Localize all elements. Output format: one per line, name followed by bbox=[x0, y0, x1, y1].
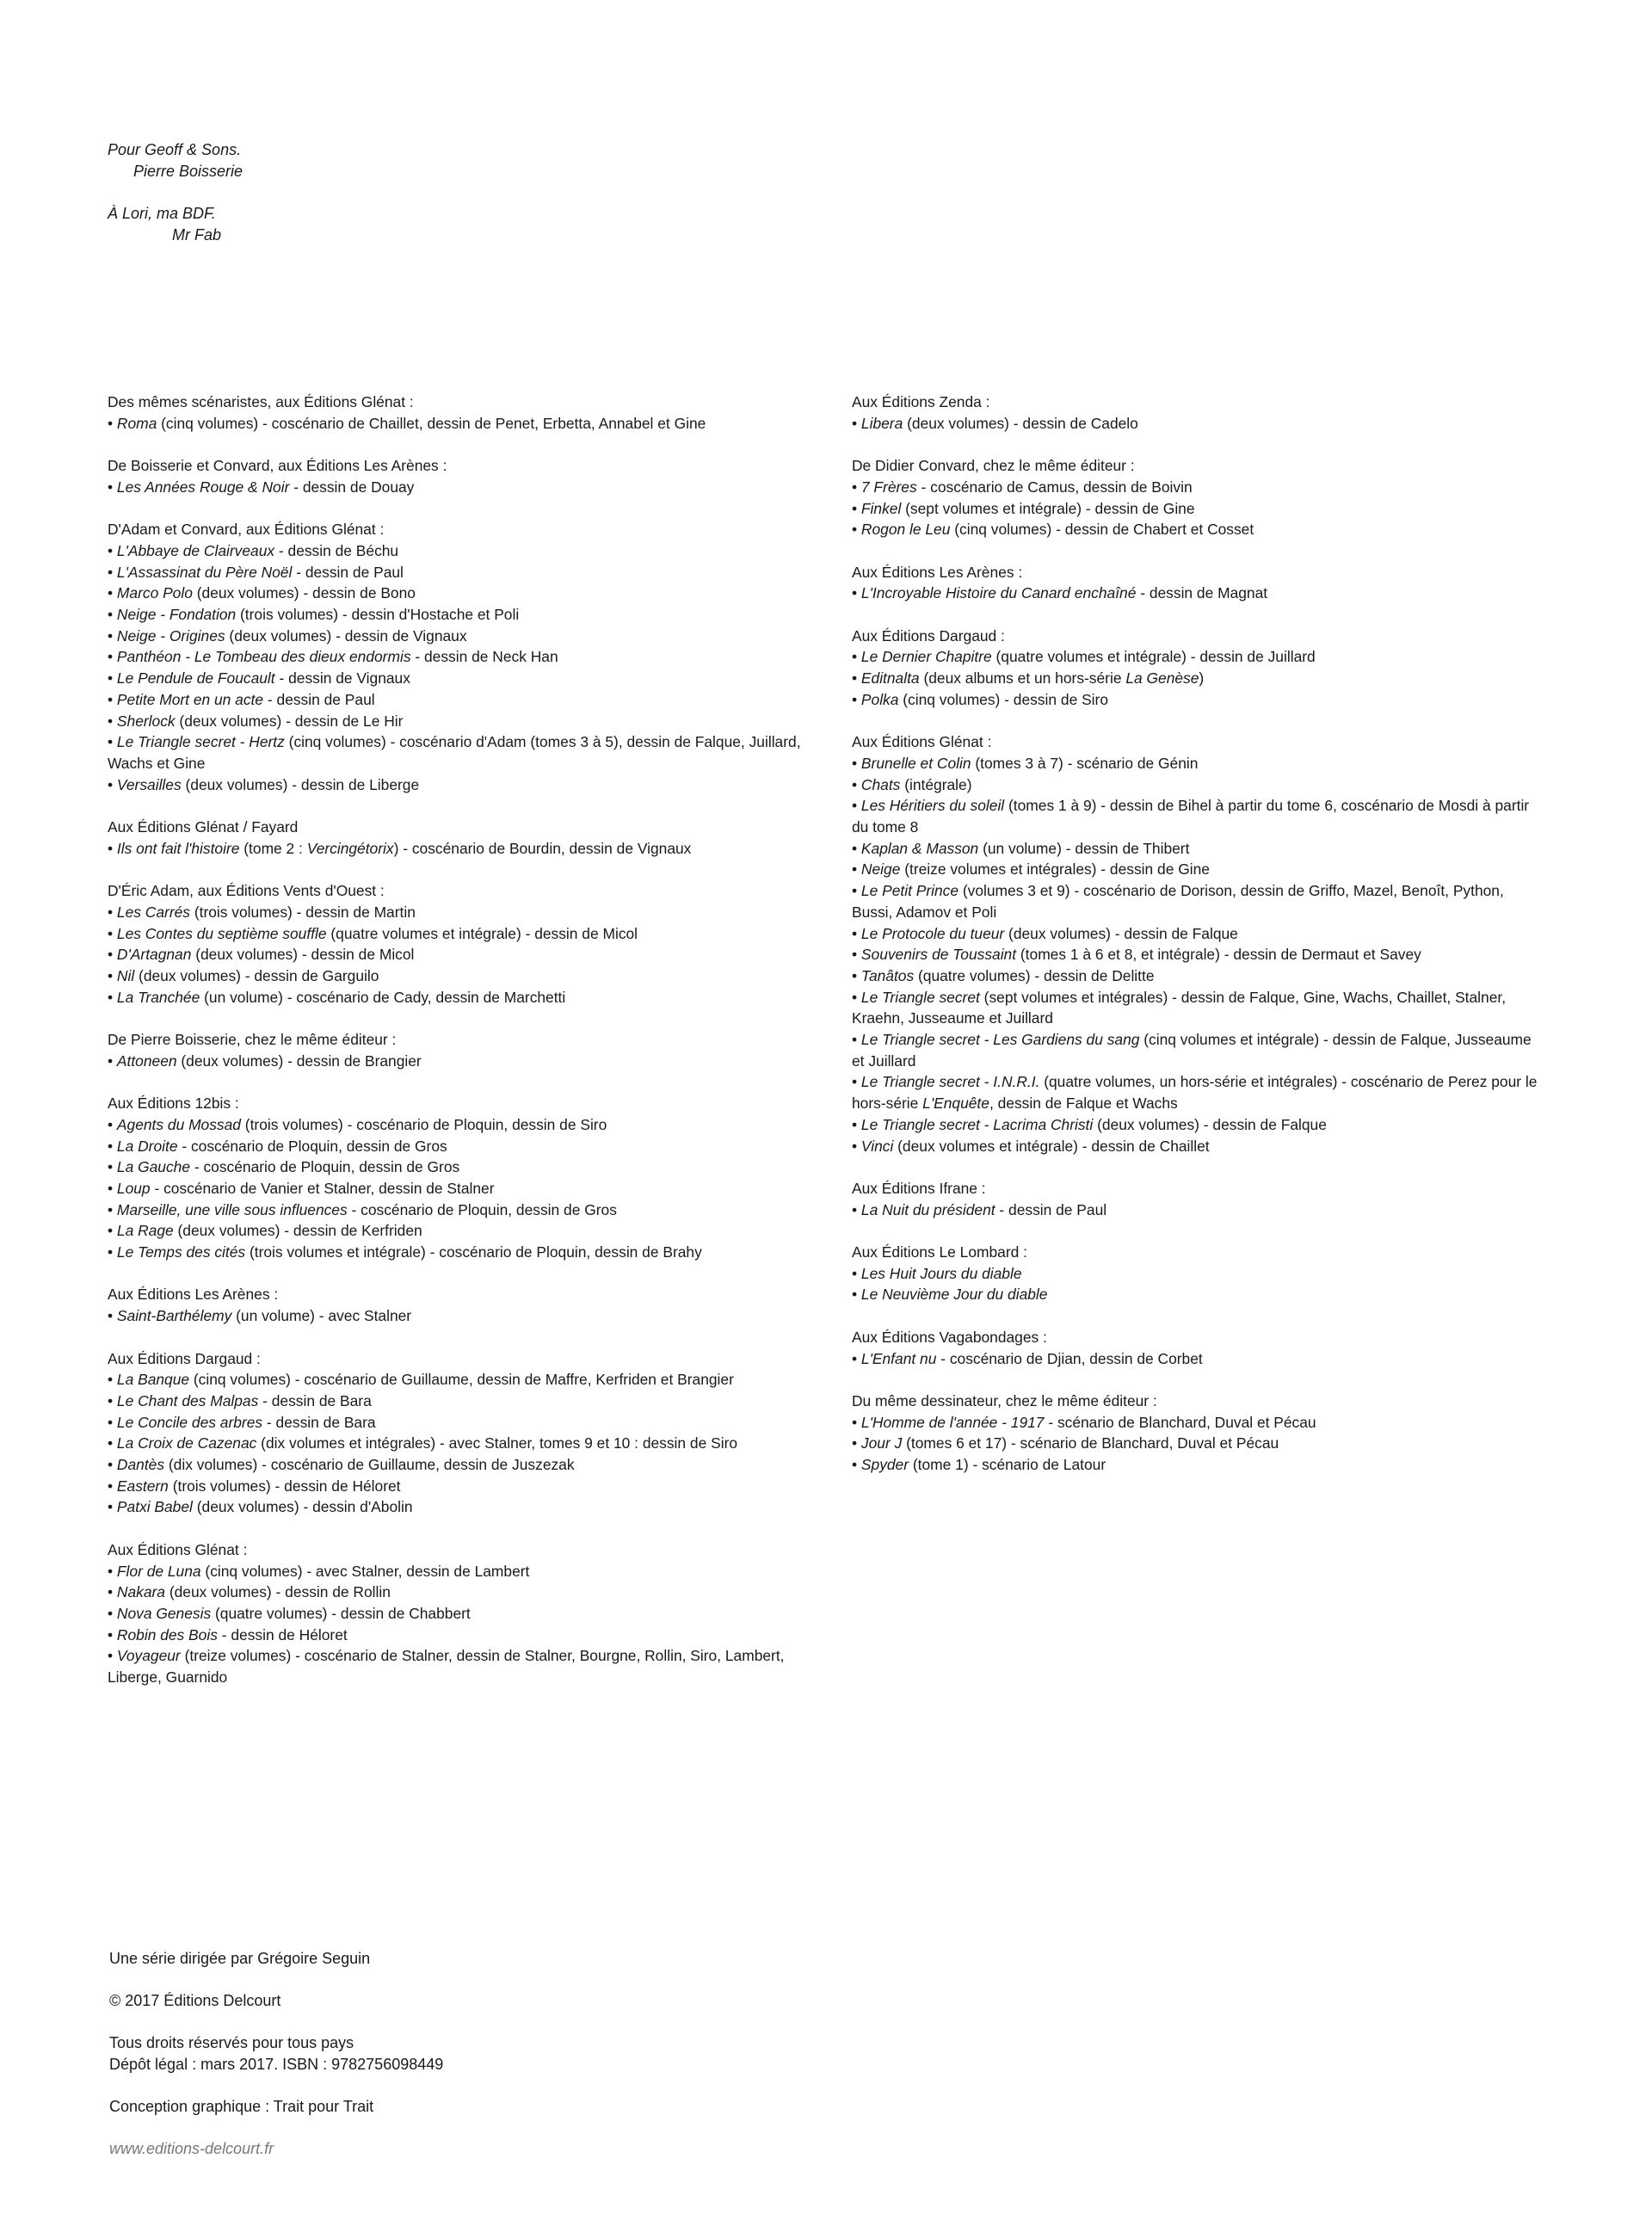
book-title: Libera bbox=[860, 414, 903, 432]
book-title: Le Pendule de Foucault bbox=[116, 669, 275, 688]
book-details: (deux volumes) - dessin de Falque bbox=[1093, 1115, 1327, 1133]
book-details: - coscénario de Camus, dessin de Boivin bbox=[916, 478, 1193, 496]
bibliography-entry: • Nova Genesis (quatre volumes) - dessin de Chabbert bbox=[108, 1604, 471, 1622]
bibliography-entry: • Jour J (tomes 6 et 17) - scénario de Blanchard, Duval et Pécau bbox=[852, 1434, 1279, 1452]
book-details: (treize volumes et intégrales) - dessin de Gine bbox=[900, 860, 1210, 879]
book-details: (deux volumes) - dessin de Kerfriden bbox=[173, 1222, 422, 1240]
book-title: 7 Frères bbox=[860, 478, 917, 496]
book-title: Rogon le Leu bbox=[860, 521, 951, 539]
section-heading: Aux Éditions Glénat : bbox=[852, 733, 992, 751]
book-details: - coscénario de Ploquin, dessin de Gros bbox=[190, 1158, 460, 1176]
bibliography-entry: • Le Dernier Chapitre (quatre volumes et intégrale) - dessin de Juillard bbox=[852, 648, 1316, 666]
book-details: (deux volumes) - dessin de Liberge bbox=[181, 775, 420, 793]
book-details: (tomes 1 à 9) - dessin de Bihel à partir du tome 6, coscénario de Mosdi à partir du tome 8 bbox=[852, 797, 1530, 836]
book-details: (cinq volumes) - avec Stalner, dessin de Lambert bbox=[200, 1562, 530, 1580]
book-title: Le Petit Prince bbox=[860, 882, 959, 900]
book-title: Le Triangle secret - Lacrima Christi bbox=[860, 1115, 1094, 1133]
rights-notice: Tous droits réservés pour tous pays bbox=[109, 2034, 354, 2051]
book-details: - coscénario de Djian, dessin de Corbet bbox=[936, 1349, 1203, 1367]
book-subtitle: La Genèse bbox=[1125, 669, 1199, 688]
bibliography-section bbox=[108, 1029, 813, 1071]
bibliography-entry: • Editnalta (deux albums et un hors-série La Genèse) bbox=[852, 669, 1205, 688]
bibliography-entry: • La Rage (deux volumes) - dessin de Kerfriden bbox=[108, 1222, 422, 1240]
bibliography-section bbox=[852, 1178, 1540, 1220]
book-title: Le Dernier Chapitre bbox=[860, 648, 992, 666]
book-details: - dessin de Vignaux bbox=[274, 669, 410, 688]
book-details: - coscénario de Ploquin, dessin de Gros bbox=[347, 1200, 617, 1218]
book-details: (volumes 3 et 9) - coscénario de Dorison, dessin de Griffo, Mazel, Benoît, Python, Bussi, Adamov et Poli bbox=[852, 882, 1504, 921]
bibliography-entry: • Le Triangle secret (sept volumes et intégrales) - dessin de Falque, Gine, Wachs, Chaillet, Stalner, Kraehn, Jusseaume et Juillard bbox=[852, 988, 1507, 1027]
book-details: - dessin de Neck Han bbox=[410, 648, 558, 666]
bibliography-entry: • Les Héritiers du soleil (tomes 1 à 9) - dessin de Bihel à partir du tome 6, coscénario de Mosdi à partir du tome 8 bbox=[852, 797, 1530, 836]
book-details: (cinq volumes) - dessin de Siro bbox=[898, 690, 1108, 708]
book-title: Loup bbox=[116, 1179, 151, 1197]
bibliography-entry: • Spyder (tome 1) - scénario de Latour bbox=[852, 1456, 1106, 1474]
book-details: - dessin de Magnat bbox=[1136, 584, 1268, 602]
bibliography-section bbox=[108, 1539, 813, 1688]
legal-deposit: Dépôt légal : mars 2017. ISBN : 9782756098449 bbox=[109, 2056, 444, 2073]
book-title: L'Incroyable Histoire du Canard enchaîné bbox=[860, 584, 1137, 602]
book-title: Marco Polo bbox=[116, 584, 193, 602]
dedication-text: À Lori, ma BDF. bbox=[108, 205, 216, 222]
bibliography-entry: • La Nuit du président - dessin de Paul bbox=[852, 1200, 1107, 1218]
bibliography-section bbox=[852, 1391, 1540, 1476]
book-details: (dix volumes) - coscénario de Guillaume, dessin de Juszezak bbox=[164, 1456, 575, 1474]
bibliography-section bbox=[108, 817, 813, 859]
section-heading: De Boisserie et Convard, aux Éditions Les Arènes : bbox=[108, 457, 447, 475]
book-details: (quatre volumes et intégrale) - dessin de Juillard bbox=[991, 648, 1316, 666]
book-title: Nil bbox=[116, 966, 135, 984]
dedication-mr-fab bbox=[108, 203, 243, 246]
bibliography-section bbox=[108, 1284, 813, 1326]
book-title: Les Contes du septième souffle bbox=[116, 924, 327, 942]
book-title: L'Enfant nu bbox=[860, 1349, 937, 1367]
graphic-design-credit: Conception graphique : Trait pour Trait bbox=[109, 2098, 374, 2115]
book-details: (deux volumes) - dessin de Falque bbox=[1004, 924, 1238, 942]
book-title: L'Abbaye de Clairveaux bbox=[116, 541, 275, 559]
series-director: Une série dirigée par Grégoire Seguin bbox=[109, 1950, 371, 1967]
book-details: (tome 2 : bbox=[239, 839, 307, 857]
bibliography-section bbox=[852, 1242, 1540, 1305]
book-title: D'Artagnan bbox=[116, 946, 192, 964]
book-title: Attoneen bbox=[116, 1051, 177, 1070]
book-details: (deux volumes) - dessin de Bono bbox=[192, 584, 416, 602]
book-details: (cinq volumes et intégrale) - dessin de Falque, Jusseaume et Juillard bbox=[852, 1031, 1532, 1070]
book-title: Eastern bbox=[116, 1477, 169, 1495]
bibliography-entry: • Ils ont fait l'histoire (tome 2 : Vercingétorix) - coscénario de Bourdin, dessin de Vignaux bbox=[108, 839, 692, 857]
bibliography-left-column bbox=[108, 392, 813, 1709]
book-title: Versailles bbox=[116, 775, 182, 793]
book-details: (deux volumes) - dessin de Vignaux bbox=[225, 626, 467, 644]
bibliography-entry: • Attoneen (deux volumes) - dessin de Brangier bbox=[108, 1051, 422, 1070]
bibliography-entry: • Marseille, une ville sous influences - coscénario de Ploquin, dessin de Gros bbox=[108, 1200, 617, 1218]
book-title: Le Temps des cités bbox=[116, 1243, 246, 1261]
bibliography-entry: • Vinci (deux volumes et intégrale) - dessin de Chaillet bbox=[852, 1137, 1210, 1155]
book-title: Brunelle et Colin bbox=[860, 754, 971, 772]
bibliography-entry: • La Droite - coscénario de Ploquin, dessin de Gros bbox=[108, 1137, 447, 1155]
book-title: Le Chant des Malpas bbox=[116, 1391, 259, 1409]
section-heading: Du même dessinateur, chez le même éditeur : bbox=[852, 1391, 1157, 1409]
bibliography-section bbox=[108, 1348, 813, 1519]
bibliography-section bbox=[852, 562, 1540, 604]
bibliography-section bbox=[108, 519, 813, 795]
book-title: Ils ont fait l'histoire bbox=[116, 839, 240, 857]
bibliography-section bbox=[852, 392, 1540, 434]
colophon bbox=[109, 1948, 443, 2160]
bibliography-entry: • Eastern (trois volumes) - dessin de Héloret bbox=[108, 1477, 401, 1495]
section-heading: Aux Éditions Dargaud : bbox=[108, 1349, 261, 1367]
bibliography-entry: • Le Chant des Malpas - dessin de Bara bbox=[108, 1391, 372, 1409]
book-details: (cinq volumes) - dessin de Chabert et Cosset bbox=[950, 521, 1254, 539]
book-title: Les Années Rouge & Noir bbox=[116, 478, 290, 496]
book-details: - dessin de Bara bbox=[262, 1413, 376, 1431]
book-title: Patxi Babel bbox=[116, 1498, 193, 1516]
dedication-text: Pour Geoff & Sons. bbox=[108, 141, 242, 158]
section-heading: Des mêmes scénaristes, aux Éditions Glénat : bbox=[108, 393, 414, 410]
bibliography-entry: • Loup - coscénario de Vanier et Stalner, dessin de Stalner bbox=[108, 1179, 495, 1197]
book-details: (cinq volumes) - coscénario de Guillaume, dessin de Maffre, Kerfriden et Brangier bbox=[189, 1371, 734, 1389]
book-title: Agents du Mossad bbox=[116, 1115, 241, 1133]
book-details: (quatre volumes) - dessin de Delitte bbox=[914, 966, 1155, 984]
bibliography-right-column bbox=[852, 392, 1540, 1496]
book-details: (dix volumes et intégrales) - avec Stalner, tomes 9 et 10 : dessin de Siro bbox=[256, 1434, 738, 1452]
book-title: L'Assassinat du Père Noël bbox=[116, 563, 293, 581]
book-subtitle: Vercingétorix bbox=[306, 839, 394, 857]
book-title: Roma bbox=[116, 414, 157, 432]
bibliography-entry: • Le Neuvième Jour du diable bbox=[852, 1286, 1048, 1304]
bibliography-entry: • Le Triangle secret - Les Gardiens du sang (cinq volumes et intégrale) - dessin de Falque, Jusseaume et Juillard bbox=[852, 1031, 1532, 1070]
book-title: Tanâtos bbox=[860, 966, 915, 984]
bibliography-section bbox=[852, 455, 1540, 540]
bibliography-entry: • La Tranchée (un volume) - coscénario de Cady, dessin de Marchetti bbox=[108, 988, 566, 1006]
book-details: (intégrale) bbox=[900, 775, 972, 793]
book-title: Le Protocole du tueur bbox=[860, 924, 1005, 942]
book-details: (treize volumes) - coscénario de Stalner, dessin de Stalner, Bourgne, Rollin, Siro, Lambert, Liberge, Guarnido bbox=[108, 1647, 785, 1687]
bibliography-entry: • Le Petit Prince (volumes 3 et 9) - coscénario de Dorison, dessin de Griffo, Mazel, Benoît, Python, Bussi, Adamov et Poli bbox=[852, 882, 1504, 921]
bibliography-entry: • Rogon le Leu (cinq volumes) - dessin de Chabert et Cosset bbox=[852, 521, 1254, 539]
bibliography-entry: • 7 Frères - coscénario de Camus, dessin de Boivin bbox=[852, 478, 1193, 496]
book-details: - dessin de Bara bbox=[258, 1391, 372, 1409]
bibliography-entry: • Neige - Fondation (trois volumes) - dessin d'Hostache et Poli bbox=[108, 606, 520, 623]
section-heading: Aux Éditions Vagabondages : bbox=[852, 1328, 1047, 1346]
bibliography-entry: • Les Huit Jours du diable bbox=[852, 1264, 1022, 1282]
section-heading: Aux Éditions Les Arènes : bbox=[108, 1286, 279, 1304]
bibliography-entry: • Panthéon - Le Tombeau des dieux endormis - dessin de Neck Han bbox=[108, 648, 558, 666]
book-details: (quatre volumes) - dessin de Chabbert bbox=[211, 1604, 471, 1622]
book-details: (cinq volumes) - coscénario d'Adam (tomes 3 à 5), dessin de Falque, Juillard, Wachs et Gine bbox=[108, 733, 801, 772]
bibliography-entry: • Versailles (deux volumes) - dessin de Liberge bbox=[108, 775, 420, 793]
bibliography-entry: • La Banque (cinq volumes) - coscénario de Guillaume, dessin de Maffre, Kerfriden et Brangier bbox=[108, 1371, 734, 1389]
book-title: Panthéon - Le Tombeau des dieux endormis bbox=[116, 648, 411, 666]
bibliography-entry: • Le Protocole du tueur (deux volumes) - dessin de Falque bbox=[852, 924, 1238, 942]
book-title: Editnalta bbox=[860, 669, 920, 688]
book-subtitle: L'Enquête bbox=[922, 1095, 989, 1113]
book-details: (deux volumes et intégrale) - dessin de Chaillet bbox=[893, 1137, 1210, 1155]
book-title: Sherlock bbox=[116, 712, 176, 730]
publisher-website: www.editions-delcourt.fr bbox=[109, 2140, 274, 2157]
book-details: (tome 1) - scénario de Latour bbox=[909, 1456, 1106, 1474]
book-details: (deux volumes) - dessin de Garguilo bbox=[134, 966, 379, 984]
book-title: Vinci bbox=[860, 1137, 894, 1155]
bibliography-entry: • Flor de Luna (cinq volumes) - avec Stalner, dessin de Lambert bbox=[108, 1562, 530, 1580]
bibliography-entry: • Marco Polo (deux volumes) - dessin de Bono bbox=[108, 584, 416, 602]
bibliography-entry: • Les Carrés (trois volumes) - dessin de Martin bbox=[108, 903, 416, 921]
bibliography-entry: • La Croix de Cazenac (dix volumes et intégrales) - avec Stalner, tomes 9 et 10 : dessin de Siro bbox=[108, 1434, 738, 1452]
section-heading: Aux Éditions Ifrane : bbox=[852, 1179, 986, 1197]
book-details: (trois volumes) - dessin d'Hostache et Poli bbox=[236, 606, 520, 623]
book-details: (sept volumes et intégrales) - dessin de Falque, Gine, Wachs, Chaillet, Stalner, Kraehn, Jusseaume et Juillard bbox=[852, 988, 1507, 1027]
book-title: Kaplan & Masson bbox=[860, 839, 979, 857]
book-title: Souvenirs de Toussaint bbox=[860, 946, 1017, 964]
book-details: (un volume) - coscénario de Cady, dessin de Marchetti bbox=[200, 988, 566, 1006]
dedications bbox=[108, 139, 243, 267]
bibliography-entry: • Nil (deux volumes) - dessin de Garguilo bbox=[108, 966, 379, 984]
book-title: Spyder bbox=[860, 1456, 909, 1474]
book-details: - coscénario de Vanier et Stalner, dessin de Stalner bbox=[150, 1179, 495, 1197]
book-title: Les Carrés bbox=[116, 903, 190, 921]
book-details: (deux volumes) - dessin de Brangier bbox=[176, 1051, 422, 1070]
dedication-signature: Pierre Boisserie bbox=[133, 163, 243, 180]
book-title: Chats bbox=[860, 775, 901, 793]
section-heading: De Pierre Boisserie, chez le même éditeur : bbox=[108, 1031, 397, 1049]
section-heading: Aux Éditions 12bis : bbox=[108, 1095, 239, 1113]
book-details: (tomes 1 à 6 et 8, et intégrale) - dessin de Dermaut et Savey bbox=[1016, 946, 1421, 964]
bibliography-entry: • La Gauche - coscénario de Ploquin, dessin de Gros bbox=[108, 1158, 460, 1176]
book-details: - dessin de Paul bbox=[995, 1200, 1107, 1218]
book-title: Le Triangle secret bbox=[860, 988, 980, 1006]
book-title: La Tranchée bbox=[116, 988, 200, 1006]
section-heading: Aux Éditions Zenda : bbox=[852, 393, 990, 410]
bibliography-entry: • L'Abbaye de Clairveaux - dessin de Béchu bbox=[108, 541, 399, 559]
book-title: Les Huit Jours du diable bbox=[860, 1264, 1022, 1282]
book-title: Saint-Barthélemy bbox=[116, 1307, 232, 1325]
bibliography-entry: • Saint-Barthélemy (un volume) - avec Stalner bbox=[108, 1307, 412, 1325]
bibliography-entry: • Roma (cinq volumes) - coscénario de Chaillet, dessin de Penet, Erbetta, Annabel et Gine bbox=[108, 414, 706, 432]
bibliography-entry: • Agents du Mossad (trois volumes) - coscénario de Ploquin, dessin de Siro bbox=[108, 1115, 607, 1133]
book-details: - dessin de Paul bbox=[263, 690, 375, 708]
book-title: Voyageur bbox=[116, 1647, 181, 1665]
book-details: (deux volumes) - dessin de Cadelo bbox=[903, 414, 1138, 432]
book-title: La Nuit du président bbox=[860, 1200, 996, 1218]
bibliography-entry: • Voyageur (treize volumes) - coscénario de Stalner, dessin de Stalner, Bourgne, Rollin, Siro, Lambert, Liberge, Guarnido bbox=[108, 1647, 785, 1687]
bibliography-entry: • Les Contes du septième souffle (quatre volumes et intégrale) - dessin de Micol bbox=[108, 924, 638, 942]
section-heading: D'Éric Adam, aux Éditions Vents d'Ouest : bbox=[108, 882, 385, 900]
bibliography-section bbox=[852, 1327, 1540, 1369]
book-details: (quatre volumes, un hors-série et intégrales) - coscénario de Perez pour le hors-série bbox=[852, 1073, 1538, 1113]
book-title: Marseille, une ville sous influences bbox=[116, 1200, 348, 1218]
book-title: Finkel bbox=[860, 499, 902, 517]
bibliography-entry: • Le Triangle secret - Lacrima Christi (deux volumes) - dessin de Falque bbox=[852, 1115, 1327, 1133]
book-details: (sept volumes et intégrale) - dessin de Gine bbox=[901, 499, 1195, 517]
section-heading: Aux Éditions Glénat / Fayard bbox=[108, 818, 299, 836]
bibliography-entry: • Dantès (dix volumes) - coscénario de Guillaume, dessin de Juszezak bbox=[108, 1456, 575, 1474]
dedication-signature: Mr Fab bbox=[172, 226, 222, 244]
bibliography-entry: • Neige (treize volumes et intégrales) - dessin de Gine bbox=[852, 860, 1210, 879]
book-details: (deux volumes) - dessin de Le Hir bbox=[175, 712, 404, 730]
bibliography-entry: • Nakara (deux volumes) - dessin de Rollin bbox=[108, 1583, 391, 1601]
book-title: Neige - Origines bbox=[116, 626, 225, 644]
bibliography-section bbox=[852, 731, 1540, 1156]
book-title: Le Triangle secret - Les Gardiens du sang bbox=[860, 1031, 1140, 1049]
section-heading: Aux Éditions Les Arènes : bbox=[852, 563, 1023, 581]
bibliography-section bbox=[108, 880, 813, 1008]
book-title: Polka bbox=[860, 690, 899, 708]
bibliography-entry: • Patxi Babel (deux volumes) - dessin d'Abolin bbox=[108, 1498, 413, 1516]
bibliography-entry: • Robin des Bois - dessin de Héloret bbox=[108, 1625, 348, 1644]
book-details: (tomes 3 à 7) - scénario de Génin bbox=[971, 754, 1199, 772]
book-details: (tomes 6 et 17) - scénario de Blanchard, Duval et Pécau bbox=[902, 1434, 1279, 1452]
bibliography-entry: • Neige - Origines (deux volumes) - dessin de Vignaux bbox=[108, 626, 467, 644]
copyright-notice: © 2017 Éditions Delcourt bbox=[109, 1992, 281, 2009]
dedication-boisserie bbox=[108, 139, 243, 182]
bibliography-entry: • Les Années Rouge & Noir - dessin de Douay bbox=[108, 478, 415, 496]
book-title: Flor de Luna bbox=[116, 1562, 201, 1580]
book-details: - scénario de Blanchard, Duval et Pécau bbox=[1044, 1413, 1316, 1431]
bibliography-entry: • Sherlock (deux volumes) - dessin de Le Hir bbox=[108, 712, 404, 730]
bibliography-entry: • Polka (cinq volumes) - dessin de Siro bbox=[852, 690, 1108, 708]
book-title: Nova Genesis bbox=[116, 1604, 212, 1622]
book-title: Nakara bbox=[116, 1583, 165, 1601]
bibliography-entry: • Chats (intégrale) bbox=[852, 775, 972, 793]
bibliography-entry: • Tanâtos (quatre volumes) - dessin de Delitte bbox=[852, 966, 1155, 984]
book-details: (trois volumes) - dessin de Héloret bbox=[168, 1477, 401, 1495]
bibliography-entry: • Le Temps des cités (trois volumes et intégrale) - coscénario de Ploquin, dessin de Brahy bbox=[108, 1243, 702, 1261]
book-details: (trois volumes et intégrale) - coscénario de Ploquin, dessin de Brahy bbox=[245, 1243, 702, 1261]
bibliography-entry: • Le Triangle secret - Hertz (cinq volumes) - coscénario d'Adam (tomes 3 à 5), dessin de Falque, Juillard, Wachs et Gine bbox=[108, 733, 801, 772]
book-details: (deux albums et un hors-série bbox=[919, 669, 1126, 688]
section-heading: De Didier Convard, chez le même éditeur : bbox=[852, 457, 1135, 475]
bibliography-entry: • L'Enfant nu - coscénario de Djian, dessin de Corbet bbox=[852, 1349, 1203, 1367]
bibliography-entry: • Le Concile des arbres - dessin de Bara bbox=[108, 1413, 376, 1431]
book-details: , dessin de Falque et Wachs bbox=[989, 1095, 1178, 1113]
book-details: - dessin de Héloret bbox=[217, 1625, 348, 1644]
book-details: - dessin de Paul bbox=[292, 563, 404, 581]
book-title: Jour J bbox=[860, 1434, 903, 1452]
bibliography-entry: • Petite Mort en un acte - dessin de Paul bbox=[108, 690, 375, 708]
book-title: Dantès bbox=[116, 1456, 165, 1474]
book-details: (cinq volumes) - coscénario de Chaillet, dessin de Penet, Erbetta, Annabel et Gine bbox=[157, 414, 706, 432]
section-heading: Aux Éditions Glénat : bbox=[108, 1540, 248, 1558]
book-title: Neige - Fondation bbox=[116, 606, 237, 623]
book-details: (deux volumes) - dessin de Rollin bbox=[164, 1583, 391, 1601]
bibliography-entry: • L'Assassinat du Père Noël - dessin de Paul bbox=[108, 563, 404, 581]
book-details: (deux volumes) - dessin d'Abolin bbox=[192, 1498, 413, 1516]
book-title: Les Héritiers du soleil bbox=[860, 797, 1005, 815]
book-title: Le Triangle secret - Hertz bbox=[116, 733, 285, 751]
bibliography-entry: • Brunelle et Colin (tomes 3 à 7) - scénario de Génin bbox=[852, 754, 1199, 772]
book-title: L'Homme de l'année - 1917 bbox=[860, 1413, 1045, 1431]
book-title: La Gauche bbox=[116, 1158, 191, 1176]
bibliography-section bbox=[852, 626, 1540, 711]
section-heading: Aux Éditions Le Lombard : bbox=[852, 1243, 1027, 1261]
bibliography-section bbox=[108, 1093, 813, 1263]
book-title: Le Neuvième Jour du diable bbox=[860, 1286, 1048, 1304]
book-details: ) bbox=[1199, 669, 1205, 688]
book-details: - dessin de Béchu bbox=[274, 541, 399, 559]
section-heading: D'Adam et Convard, aux Éditions Glénat : bbox=[108, 521, 385, 539]
book-title: Petite Mort en un acte bbox=[116, 690, 264, 708]
bibliography-entry: • Le Triangle secret - I.N.R.I. (quatre volumes, un hors-série et intégrales) - coscénario de Perez pour le hors-série L'Enquête, dessin de Falque et Wachs bbox=[852, 1073, 1538, 1113]
book-title: Le Concile des arbres bbox=[116, 1413, 263, 1431]
bibliography-entry: • L'Incroyable Histoire du Canard enchaîné - dessin de Magnat bbox=[852, 584, 1268, 602]
section-heading: Aux Éditions Dargaud : bbox=[852, 626, 1005, 644]
bibliography-entry: • Finkel (sept volumes et intégrale) - dessin de Gine bbox=[852, 499, 1195, 517]
book-title: La Droite bbox=[116, 1137, 178, 1155]
bibliography-section bbox=[108, 392, 813, 434]
book-details: (trois volumes) - coscénario de Ploquin, dessin de Siro bbox=[240, 1115, 607, 1133]
bibliography-entry: • L'Homme de l'année - 1917 - scénario de Blanchard, Duval et Pécau bbox=[852, 1413, 1316, 1431]
book-title: Le Triangle secret - I.N.R.I. bbox=[860, 1073, 1040, 1091]
book-details: (quatre volumes et intégrale) - dessin de Micol bbox=[326, 924, 638, 942]
book-title: La Rage bbox=[116, 1222, 174, 1240]
book-title: Neige bbox=[860, 860, 901, 879]
book-details: ) - coscénario de Bourdin, dessin de Vignaux bbox=[393, 839, 692, 857]
book-title: Robin des Bois bbox=[116, 1625, 218, 1644]
book-details: - dessin de Douay bbox=[289, 478, 415, 496]
book-details: (un volume) - avec Stalner bbox=[231, 1307, 412, 1325]
book-title: La Banque bbox=[116, 1371, 190, 1389]
book-details: (trois volumes) - dessin de Martin bbox=[189, 903, 416, 921]
bibliography-entry: • Le Pendule de Foucault - dessin de Vignaux bbox=[108, 669, 410, 688]
book-details: - coscénario de Ploquin, dessin de Gros bbox=[177, 1137, 447, 1155]
bibliography-section bbox=[108, 455, 813, 497]
bibliography-entry: • Kaplan & Masson (un volume) - dessin de Thibert bbox=[852, 839, 1190, 857]
bibliography-entry: • Libera (deux volumes) - dessin de Cadelo bbox=[852, 414, 1138, 432]
book-details: (deux volumes) - dessin de Micol bbox=[191, 946, 415, 964]
bibliography-entry: • D'Artagnan (deux volumes) - dessin de Micol bbox=[108, 946, 415, 964]
book-details: (un volume) - dessin de Thibert bbox=[978, 839, 1190, 857]
book-title: La Croix de Cazenac bbox=[116, 1434, 257, 1452]
bibliography-entry: • Souvenirs de Toussaint (tomes 1 à 6 et 8, et intégrale) - dessin de Dermaut et Savey bbox=[852, 946, 1421, 964]
